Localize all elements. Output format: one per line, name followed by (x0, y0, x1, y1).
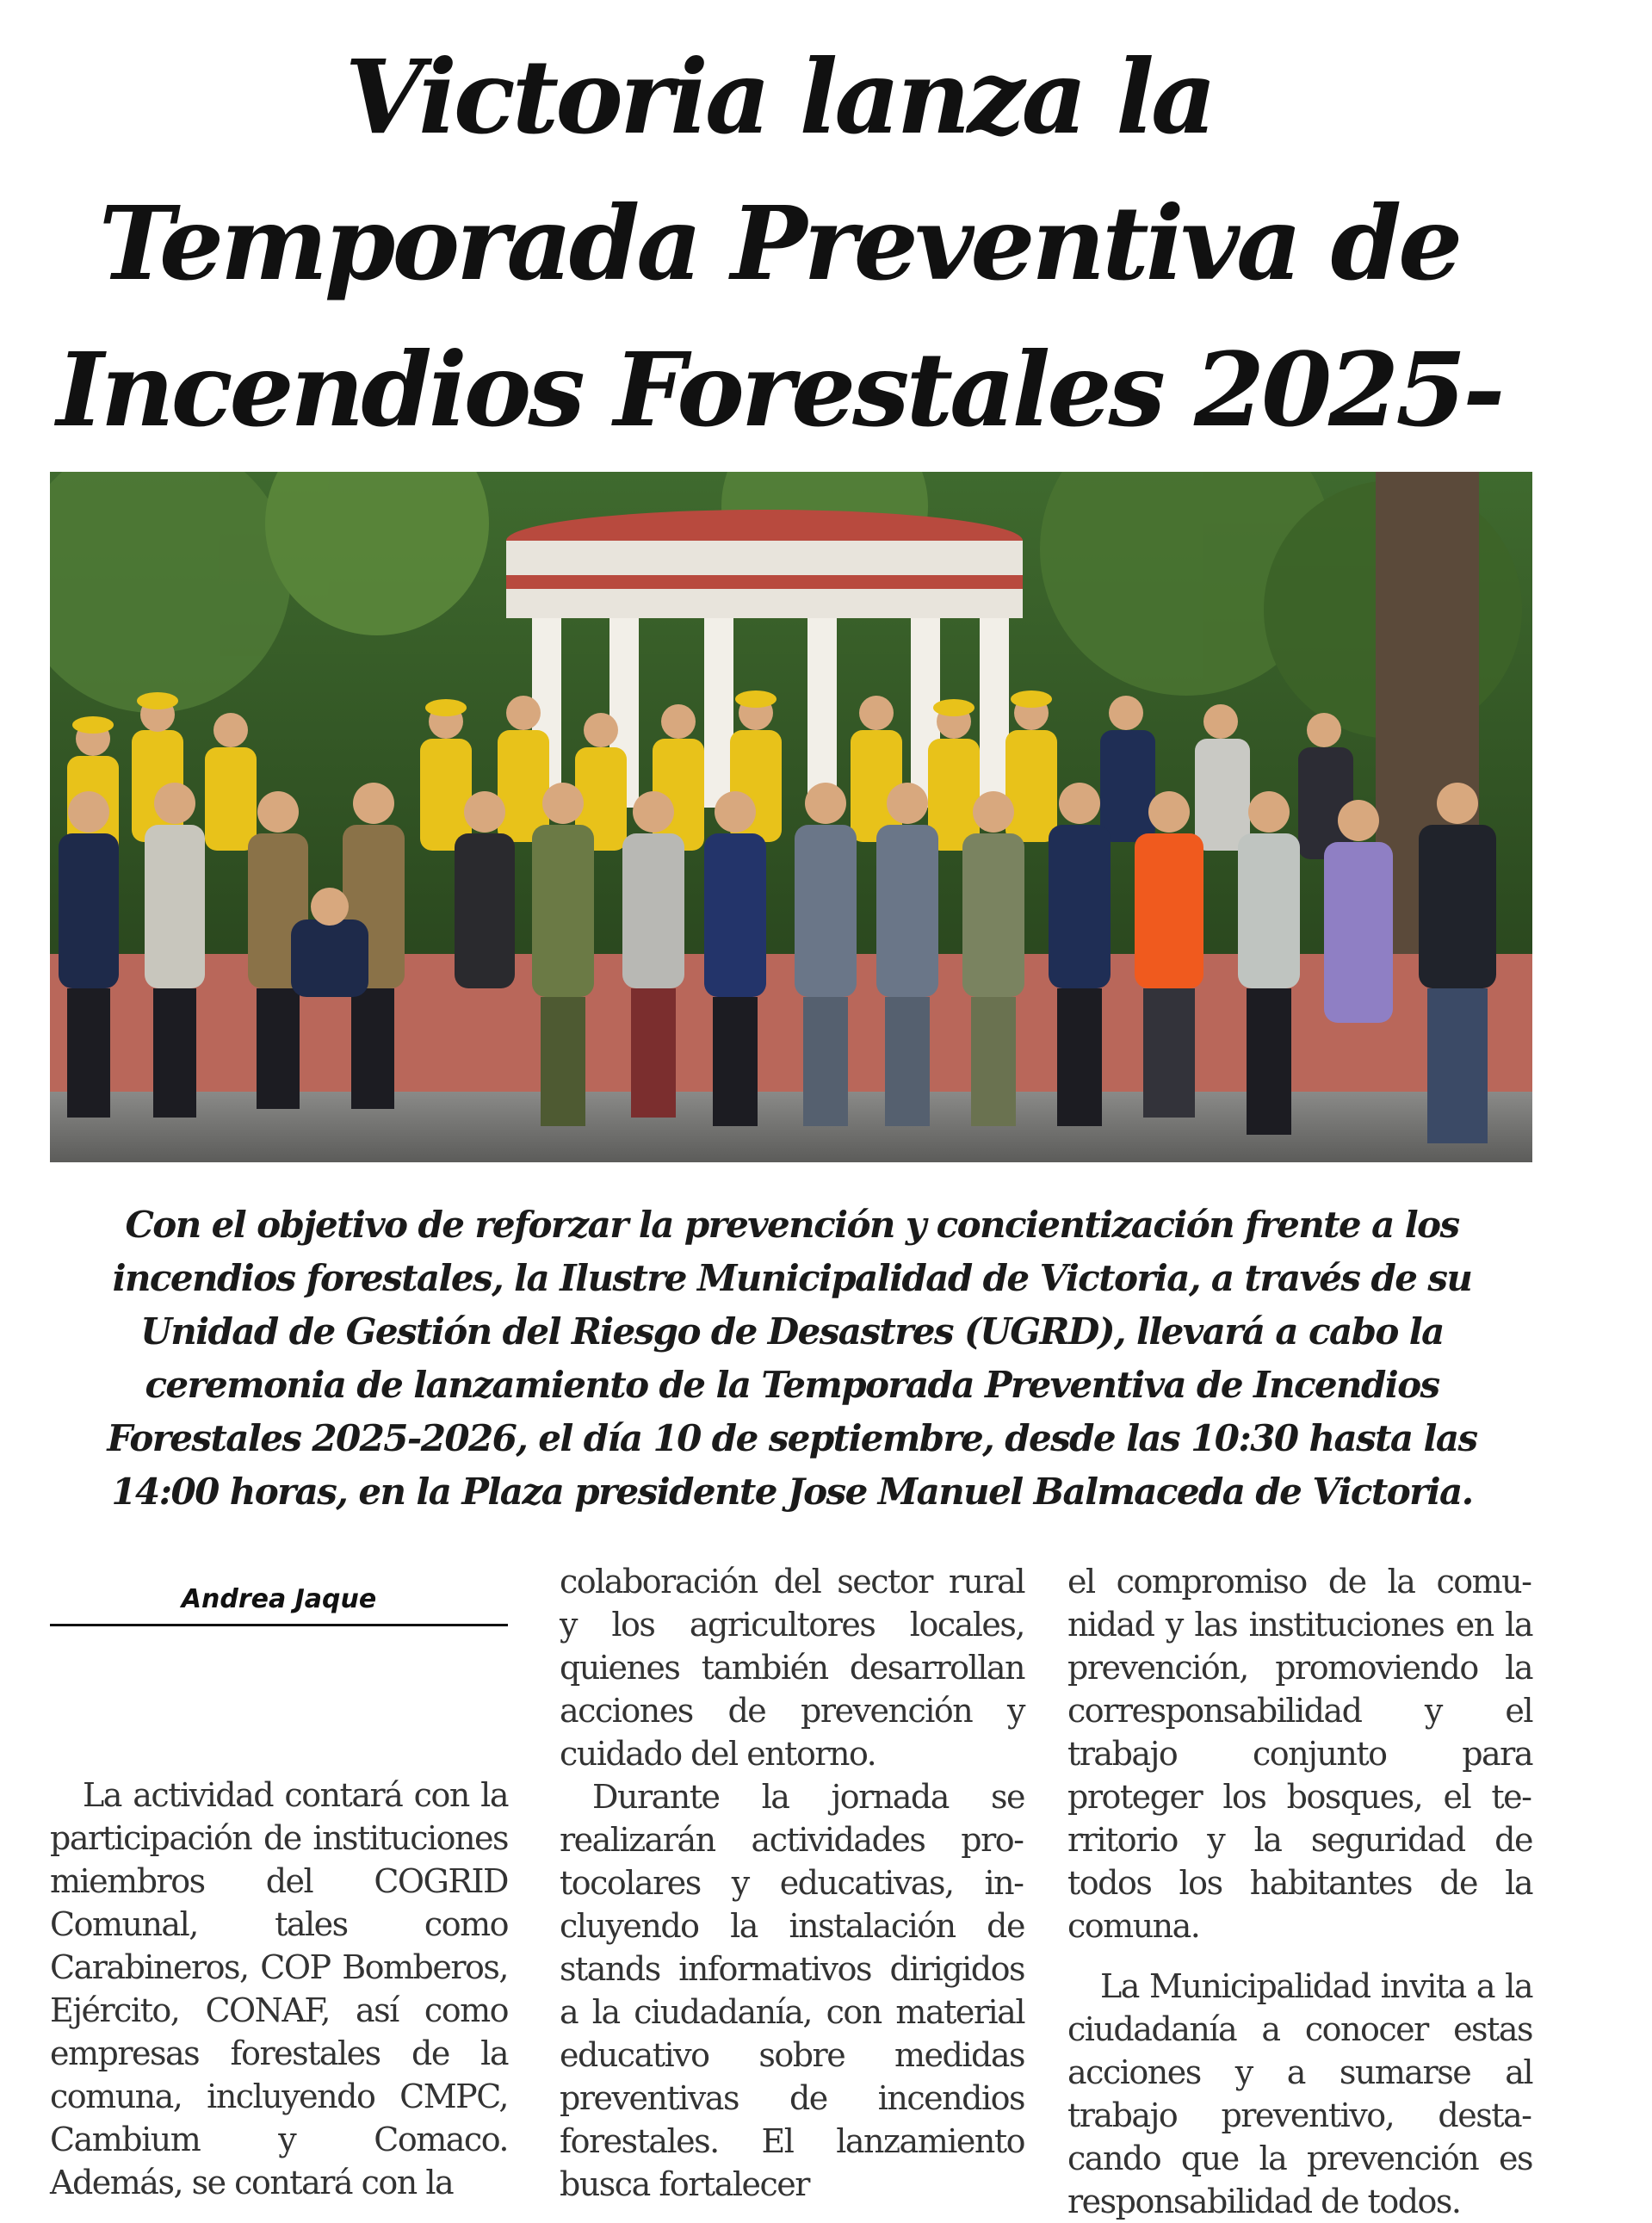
headline: Victoria lanza la Temporada Preventiva de Incendios Forestales 2025- (56, 37, 1502, 449)
byline: Andrea Jaque (181, 1584, 377, 1614)
body-paragraph: La Municipalidad invita a la ciudadanía a conocer estas acciones y a sumarse al trabajo preventivo, destacando que la prevención es responsabilidad de todos. (1067, 1967, 1532, 2220)
body-paragraph: La actividad contará con la participación de instituciones miembros del COGRID Comunal, tales como Carabineros, COP Bomberos, Ejército, CONAF, así como empresas forestales de la comuna, incluyendo CMPC, Cambium y Comaco. Además, se contará con la (50, 1776, 508, 2201)
body-paragraph: Durante la jornada se realizarán actividades protocolares y educativas, incluyendo la instalación de stands informativos dirigidos a la ciudadanía, con material educativo sobre medidas preventivas de incendios forestales. El lanzamiento busca fortalecer (560, 1778, 1024, 2203)
body-column-3 (1067, 1560, 1532, 2223)
body-paragraph: colaboración del sector rural y los agricultores locales, quienes también desarrollan acciones de prevención y cuidado del entorno. (560, 1563, 1024, 1773)
lead-paragraph: Con el objetivo de reforzar la prevención y concientización frente a los incendios forestales, la Ilustre Municipalidad de Victoria, a través de su Unidad de Gestión del Riesgo de Desastres (UGRD), llevará a cabo la ceremonia de lanzamiento de la Temporada Preventiva de Incendios Forestales 2025-2026, el día 10 de septiembre, desde las 10:30 hasta las 14:00 horas, en la Plaza presidente Jose Manuel Balmaceda de Victoria. (107, 1204, 1477, 1513)
body-column-2 (560, 1560, 1024, 2206)
byline-rule (50, 1582, 508, 1626)
group-photo (50, 472, 1532, 1162)
body-paragraph: el compromiso de la comunidad y las instituciones en la prevención, promoviendo la corresponsabilidad y el trabajo conjunto para proteger los bosques, el territorio y la seguridad de todos los habitantes de la comuna. (1067, 1563, 1532, 1945)
body-column-1 (50, 1774, 508, 2204)
